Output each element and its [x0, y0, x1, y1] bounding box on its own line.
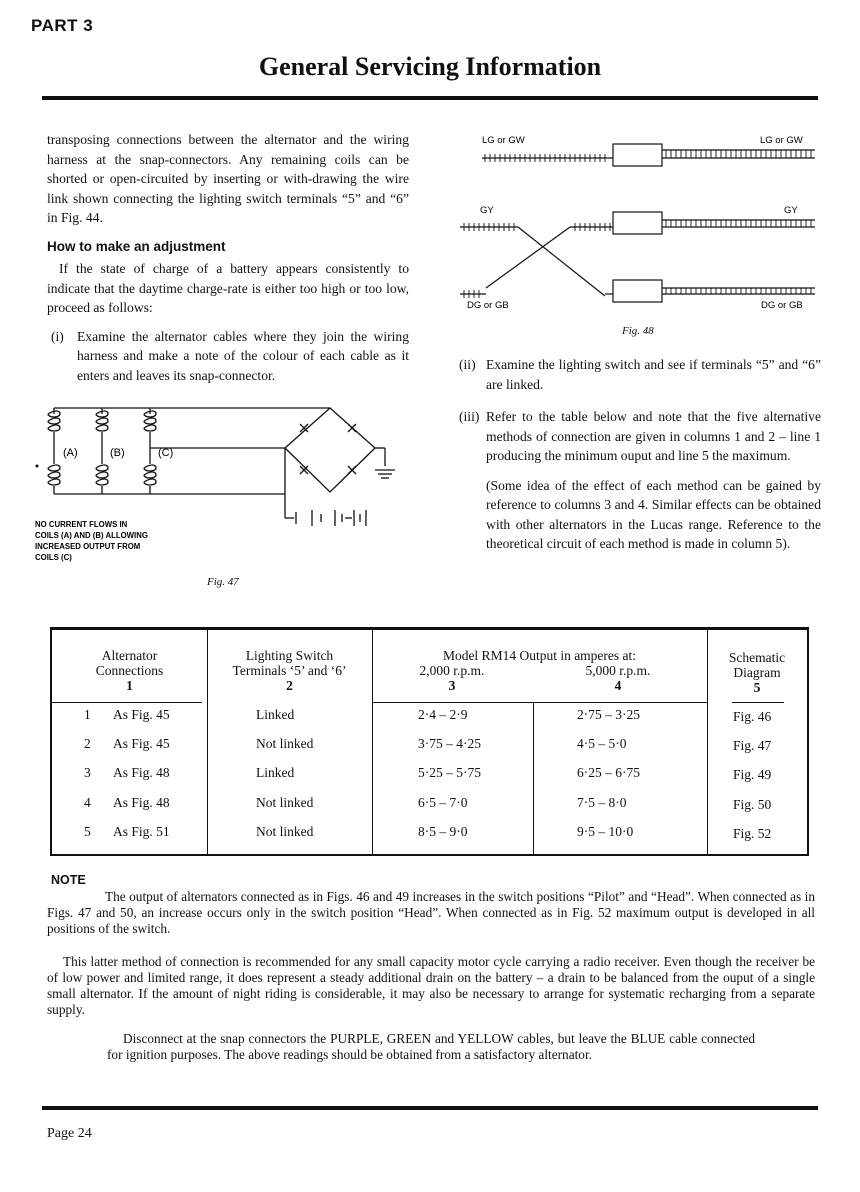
row-4-output-2000: 6·5 – 7·0	[418, 795, 468, 810]
step-iii-text: Refer to the table below and note that the five alternative methods of connection are given in columns 1 and 2 – line 1 producing the minimum ouput and line 5 the maximum.	[486, 409, 821, 463]
part-label: PART 3	[31, 16, 94, 35]
wire-dg-right-label: DG or GB	[761, 300, 803, 311]
header-5000-rpm: 5,000 r.p.m. 4	[585, 663, 651, 693]
row-2-switch: Not linked	[256, 736, 314, 751]
coil-c-label: (C)	[158, 447, 174, 459]
fig-47-caption: Fig. 47	[207, 576, 239, 588]
output-table	[50, 627, 809, 856]
row-5-connection: As Fig. 51	[113, 824, 170, 839]
row-3-output-2000: 5·25 – 5·75	[418, 765, 481, 780]
header-schematic-diagram: Schematic Diagram 5	[728, 650, 786, 695]
row-3-switch: Linked	[256, 765, 295, 780]
left-column	[47, 130, 409, 385]
coil-a-label: (A)	[63, 447, 78, 459]
fig-47-note-line-4: COILS (C)	[35, 553, 72, 562]
header-model-output: Model RM14 Output in amperes at:	[442, 648, 637, 663]
row-5-output-5000: 9·5 – 10·0	[577, 824, 634, 839]
note-paragraph-3: Disconnect at the snap connectors the PURPLE, GREEN and YELLOW cables, but leave the BLUE cable connected for ignition purposes. The above readings should be obtained from a satisfactory alternator.	[107, 1031, 755, 1062]
step-iii-number: (iii)	[459, 409, 480, 424]
heading-how-to-adjust: How to make an adjustment	[47, 238, 226, 254]
fig-47-note-line-2: COILS (A) AND (B) ALLOWING	[35, 531, 148, 540]
row-5-output-2000: 8·5 – 9·0	[418, 824, 468, 839]
fig-48-caption: Fig. 48	[622, 325, 654, 337]
row-4-number: 4	[84, 795, 91, 810]
header-2000-rpm: 2,000 r.p.m. 3	[419, 663, 485, 693]
step-i-text: Examine the alternator cables where they join the wiring harness and make a note of the colour of each cable as it enters and leaves its snap-connector.	[77, 328, 409, 383]
row-5-diagram: Fig. 52	[733, 826, 772, 841]
row-3-output-5000: 6·25 – 6·75	[577, 765, 640, 780]
row-4-output-5000: 7·5 – 8·0	[577, 795, 627, 810]
step-ii-number: (ii)	[459, 357, 476, 372]
header-alternator-connections: Alternator Connections 1	[95, 648, 164, 693]
row-2-diagram: Fig. 47	[733, 738, 772, 753]
coil-b-label: (B)	[110, 447, 125, 459]
wire-dg-left-label: DG or GB	[467, 300, 509, 311]
wire-lg-left-label: LG or GW	[482, 135, 525, 146]
right-column	[459, 355, 821, 554]
step-i	[47, 327, 409, 386]
fig-47-note-line-3: INCREASED OUTPUT FROM	[35, 542, 141, 551]
step-iii	[459, 407, 821, 466]
paragraph-state-of-charge: If the state of charge of a battery appears consistently to indicate that the daytime charge-rate is either too high or too low, proceed as follows:	[47, 261, 409, 315]
page-title: General Servicing Information	[258, 52, 602, 81]
fig-47-diagram	[30, 400, 420, 600]
footer-rule	[42, 1106, 818, 1110]
row-5-number: 5	[84, 824, 91, 839]
note-heading: NOTE	[51, 873, 86, 887]
wire-gy-left-label: GY	[480, 205, 494, 216]
row-2-number: 2	[84, 736, 91, 751]
header-rule	[42, 96, 818, 100]
wire-gy-right-label: GY	[784, 205, 798, 216]
row-1-switch: Linked	[256, 707, 295, 722]
step-ii-text: Examine the lighting switch and see if terminals “5” and “6” are linked.	[486, 357, 821, 392]
row-3-diagram: Fig. 49	[733, 767, 772, 782]
fig-48-diagram	[440, 128, 840, 318]
row-1-output-5000: 2·75 – 3·25	[577, 707, 640, 722]
row-4-connection: As Fig. 48	[113, 795, 170, 810]
row-2-output-5000: 4·5 – 5·0	[577, 736, 627, 751]
row-1-output-2000: 2·4 – 2·9	[418, 707, 468, 722]
step-ii	[459, 355, 821, 394]
row-4-switch: Not linked	[256, 795, 314, 810]
row-1-diagram: Fig. 46	[733, 709, 772, 724]
page-number: Page 24	[47, 1126, 92, 1141]
row-1-number: 1	[84, 707, 91, 722]
row-3-number: 3	[84, 765, 91, 780]
paragraph-transposing: transposing connections between the alternator and the wiring harness at the snap-connectors. Any remaining coils can be shorted or open-circuited by inserting or with-drawing the wire link shown connecting the lighting switch terminals “5” and “6” in Fig. 44.	[47, 132, 409, 225]
row-2-output-2000: 3·75 – 4·25	[418, 736, 481, 751]
note-paragraph-1: The output of alternators connected as in Figs. 46 and 49 increases in the switch positions “Pilot” and “Head”. When connected as in Figs. 47 and 50, an increase occurs only in the switch position “Head”. When connected as in Fig. 52 maximum output is developed in all positions of the switch.	[47, 889, 815, 936]
step-iii-note-text: (Some idea of the effect of each method can be gained by reference to columns 3 and 4. Similar effects can be obtained with other alternators in the Lucas range. Reference to the theoretical circuit of each method is made in column 5).	[486, 477, 821, 551]
note-paragraph-2: This latter method of connection is recommended for any small capacity motor cycle carrying a radio receiver. Even though the receiver be of low power and limited range, it does represent a steady additional drain on the battery – a drain to be balanced from the ouput of a single small alternator. If the amount of night riding is considerable, it may also be necessary to arrange for systematic recharging from a separate supply.	[47, 954, 815, 1017]
row-4-diagram: Fig. 50	[733, 797, 772, 812]
wire-lg-right-label: LG or GW	[760, 135, 803, 146]
fig-47-note-line-1: NO CURRENT FLOWS IN	[35, 520, 128, 529]
header-lighting-switch: Lighting Switch Terminals ‘5’ and ‘6’ 2	[232, 648, 347, 693]
row-3-connection: As Fig. 48	[113, 765, 170, 780]
row-5-switch: Not linked	[256, 824, 314, 839]
row-1-connection: As Fig. 45	[113, 707, 170, 722]
row-2-connection: As Fig. 45	[113, 736, 170, 751]
step-i-number: (i)	[51, 328, 64, 344]
step-iii-note	[459, 476, 821, 554]
